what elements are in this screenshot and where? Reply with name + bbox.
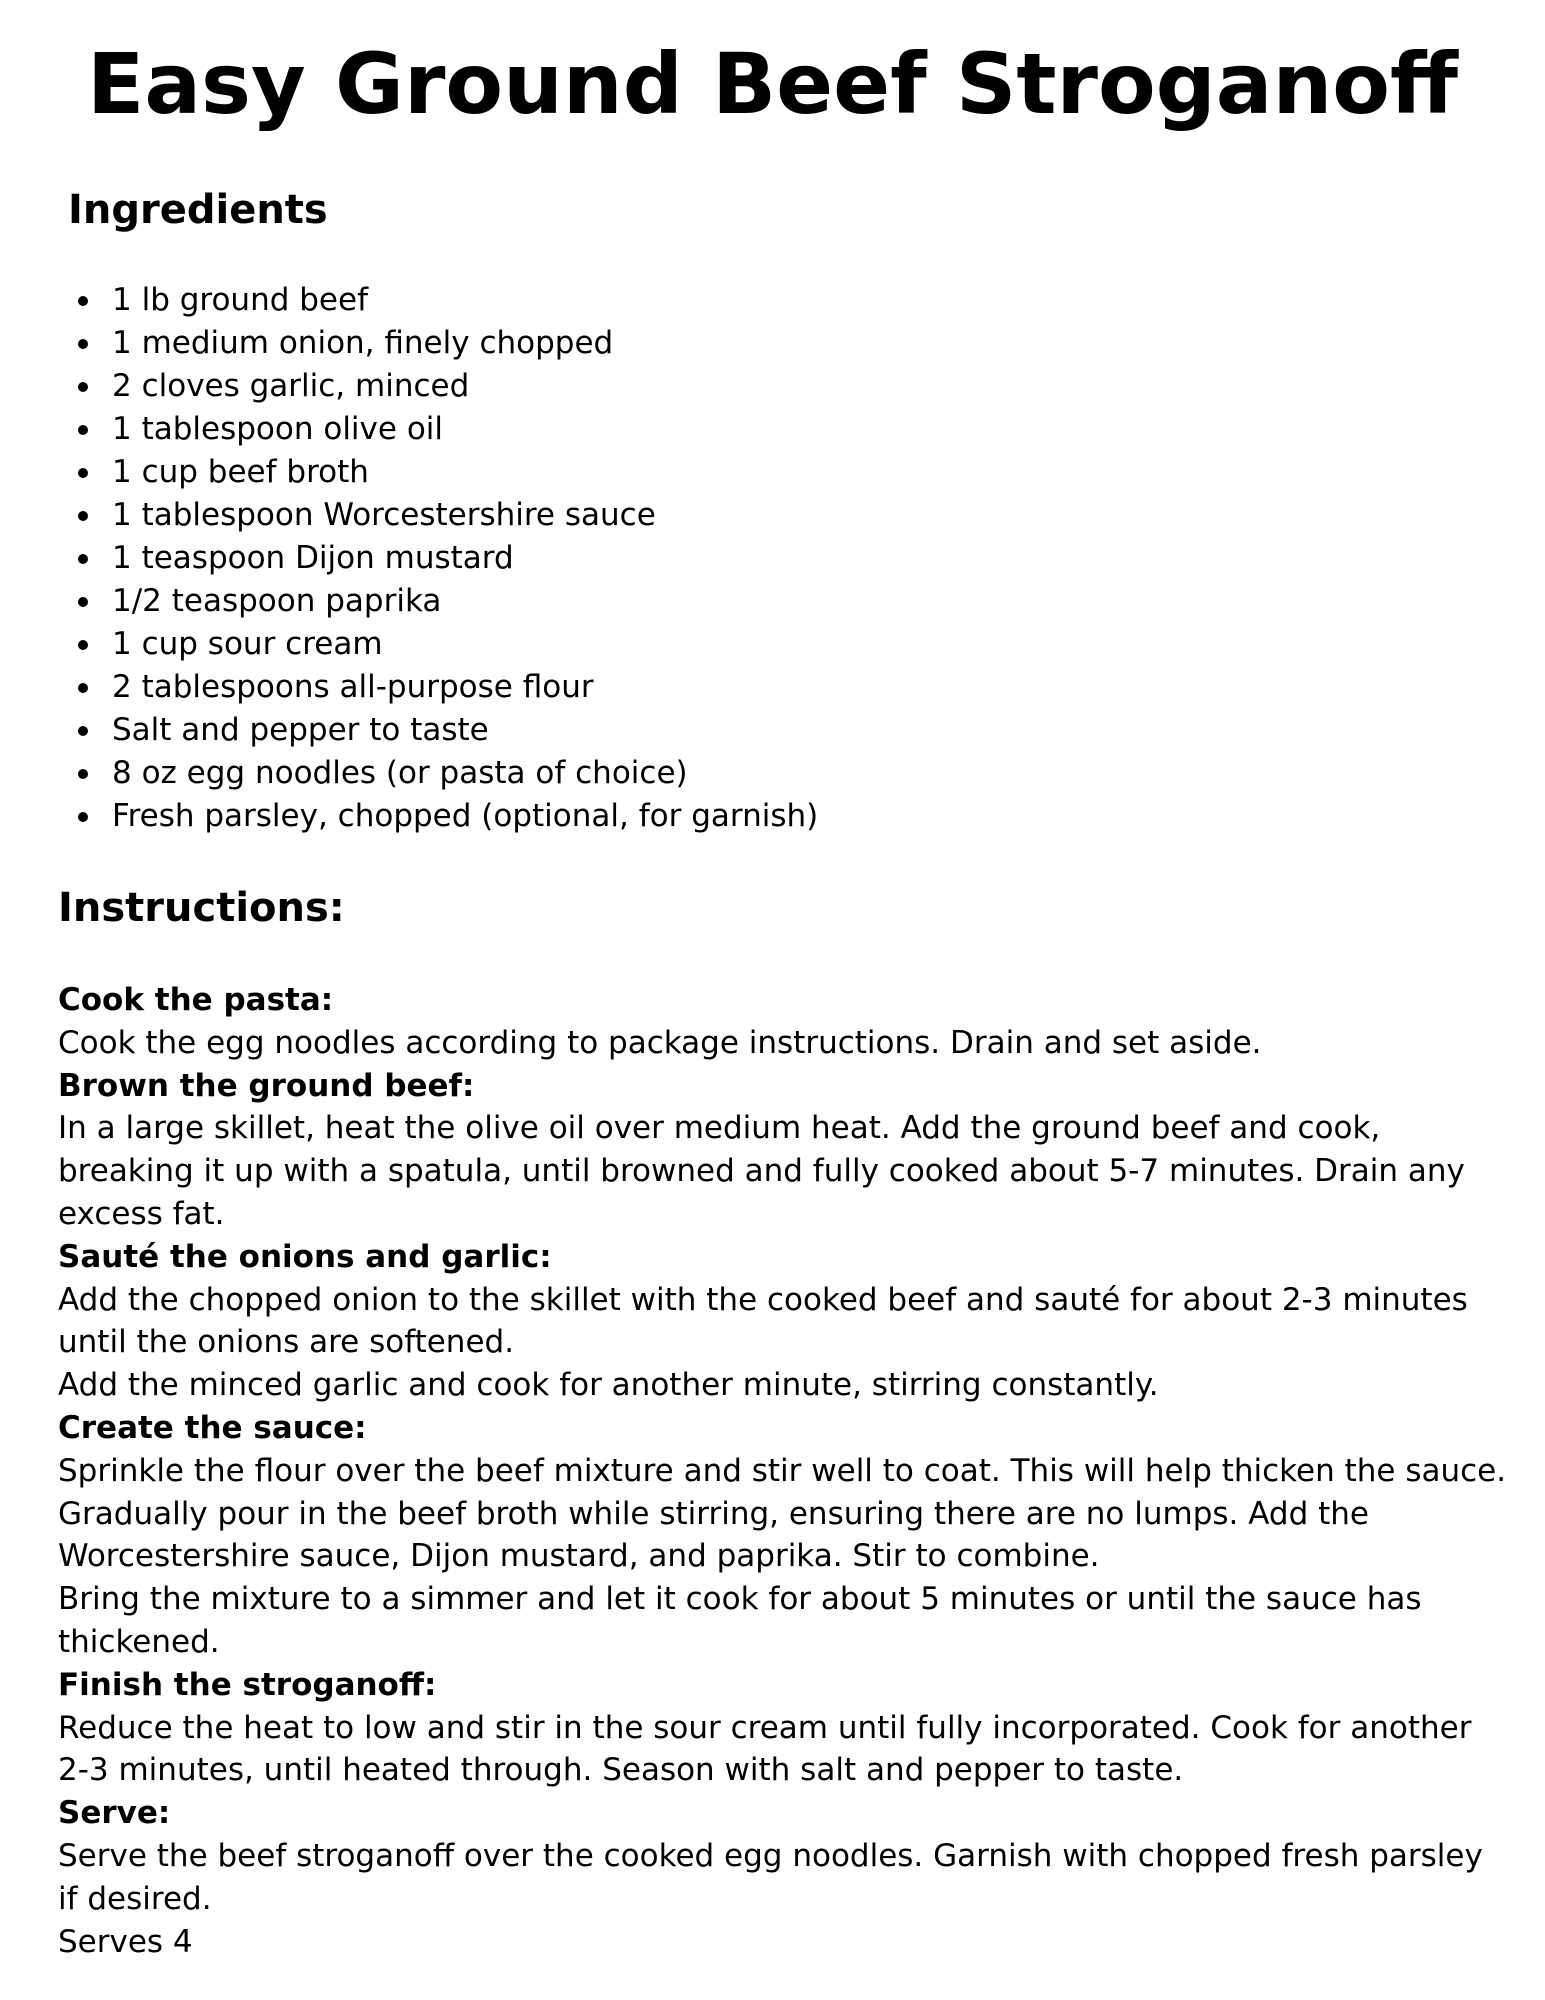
serves-text: Serves 4	[58, 1923, 193, 1960]
ingredient-text: 1/2 teaspoon paprika	[112, 583, 442, 619]
ingredient-item	[112, 365, 818, 408]
ingredient-item	[112, 623, 818, 666]
ingredient-item	[112, 408, 818, 451]
ingredient-text: Fresh parsley, chopped (optional, for garnish)	[112, 798, 819, 834]
bullet-dot-icon	[78, 339, 88, 349]
bullet-dot-icon	[78, 468, 88, 478]
ingredient-text: 1 teaspoon Dijon mustard	[112, 540, 514, 576]
step-text: Add the minced garlic and cook for another minute, stirring constantly.	[58, 1367, 1159, 1404]
ingredient-text: 1 medium onion, finely chopped	[112, 325, 614, 361]
bullet-dot-icon	[78, 382, 88, 392]
step-text: Serve the beef stroganoff over the cooked egg noodles. Garnish with chopped fresh parsley if desired.	[58, 1837, 1483, 1917]
step-text: Add the chopped onion to the skillet with the cooked beef and sauté for about 2-3 minutes until the onions are softened.	[58, 1281, 1468, 1361]
ingredient-item	[112, 322, 818, 365]
ingredient-text: 2 tablespoons all-purpose flour	[112, 669, 594, 705]
instructions-heading: Instructions:	[58, 885, 345, 931]
ingredient-text: 8 oz egg noodles (or pasta of choice)	[112, 755, 688, 791]
ingredient-item	[112, 752, 818, 795]
ingredient-text: 1 cup beef broth	[112, 454, 369, 490]
step-title: Sauté the onions and garlic:	[58, 1238, 552, 1275]
ingredient-text: 1 cup sour cream	[112, 626, 383, 662]
ingredient-text: 1 tablespoon Worcestershire sauce	[112, 497, 656, 533]
ingredient-item	[112, 537, 818, 580]
step-text: Sprinkle the flour over the beef mixture and stir well to coat. This will help thicken the sauce.	[58, 1452, 1507, 1489]
ingredients-heading: Ingredients	[68, 187, 328, 233]
ingredient-text: 1 tablespoon olive oil	[112, 411, 444, 447]
step-text: Bring the mixture to a simmer and let it cook for about 5 minutes or until the sauce has thickened.	[58, 1581, 1422, 1660]
step-text: In a large skillet, heat the olive oil over medium heat. Add the ground beef and cook, breaking it up with a spatula, until browned and fully cooked about 5-7 minutes. Drain any excess fat.	[58, 1110, 1465, 1232]
ingredient-item	[112, 451, 818, 494]
ingredient-item	[112, 494, 818, 537]
bullet-dot-icon	[78, 812, 88, 822]
ingredient-text: 2 cloves garlic, minced	[112, 368, 470, 404]
bullet-dot-icon	[78, 683, 88, 693]
ingredient-text: Salt and pepper to taste	[112, 712, 489, 748]
instructions-body	[58, 979, 1508, 1963]
bullet-dot-icon	[78, 425, 88, 435]
step-title: Create the sauce:	[58, 1409, 367, 1446]
step-text: Cook the egg noodles according to package instructions. Drain and set aside.	[58, 1024, 1262, 1061]
recipe-title: Easy Ground Beef Stroganoff	[86, 35, 1459, 133]
bullet-dot-icon	[78, 769, 88, 779]
ingredient-item	[112, 279, 818, 322]
bullet-dot-icon	[78, 511, 88, 521]
ingredient-text: 1 lb ground beef	[112, 282, 368, 318]
step-title: Finish the stroganoff:	[58, 1666, 437, 1703]
step-title: Serve:	[58, 1795, 171, 1832]
step-text: Gradually pour in the beef broth while stirring, ensuring there are no lumps. Add the Worcestershire sauce, Dijon mustard, and paprika. Stir to combine.	[58, 1495, 1369, 1575]
step-title: Brown the ground beef:	[58, 1067, 475, 1104]
bullet-dot-icon	[78, 296, 88, 306]
ingredient-item	[112, 795, 818, 838]
bullet-dot-icon	[78, 640, 88, 650]
ingredients-list	[112, 279, 818, 838]
bullet-dot-icon	[78, 554, 88, 564]
ingredient-item	[112, 709, 818, 752]
ingredient-item	[112, 580, 818, 623]
ingredient-item	[112, 666, 818, 709]
step-text: Reduce the heat to low and stir in the sour cream until fully incorporated. Cook for another 2-3 minutes, until heated through. Season with salt and pepper to taste.	[58, 1709, 1472, 1789]
bullet-dot-icon	[78, 726, 88, 736]
bullet-dot-icon	[78, 597, 88, 607]
step-title: Cook the pasta:	[58, 982, 334, 1018]
